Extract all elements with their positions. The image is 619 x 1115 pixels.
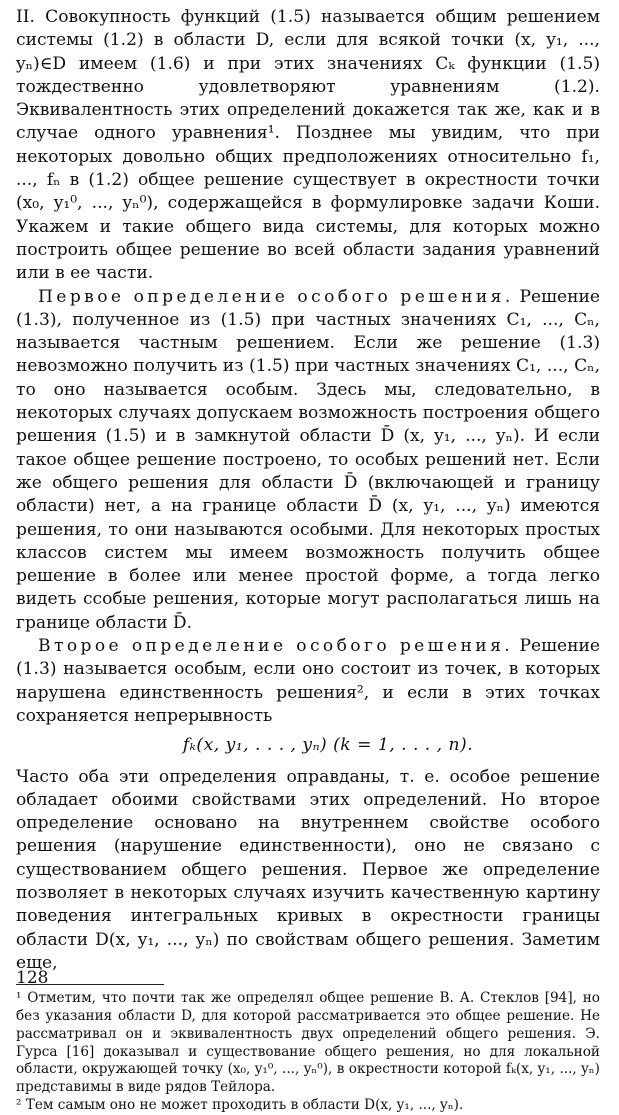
footnote-2: ² Тем самым оно не может проходить в области D(x, y₁, ..., yₙ).	[16, 1096, 464, 1113]
paragraph-comparison: Часто оба эти определения оправданы, т. е. особое решение обладает обоими свойствами этих определений. Но второе определение основано на внутреннем свойстве особого решения (нарушение единственности), оно не связано с существованием общего решения. Первое же определение позволяет в некоторых случаях изучить качественную картину поведения интегральных кривых в окрестности границы области D(x, y₁, ..., yₙ) по свойствам общего решения. Заметим еще,	[16, 766, 600, 973]
footnote-1: ¹ Отметим, что почти так же определял общее решение В. А. Стеклов [94], но без указания области D, для которой рассматривается это общее решение. Не рассматривал он и эквивалентность двух определений общего решения. Э. Гурса [16] доказывал и существование общего решения, но для локальной области, окружающей точку (x₀, y₁⁰, ..., yₙ⁰), в окрестности которой fₖ(x, y₁, ..., yₙ) представимы в виде рядов Тейлора.	[16, 990, 600, 1096]
heading-first-definition: Первое определение особого решения.	[38, 286, 514, 307]
heading-second-definition: Второе определение особого решения.	[38, 636, 514, 657]
footnotes	[16, 990, 600, 1115]
paragraph-first-definition	[16, 286, 600, 635]
page-body	[16, 6, 600, 1115]
page-number: 128	[16, 968, 49, 988]
paragraph-first-definition-text: Решение (1.3), полученное из (1.5) при частных значениях C₁, ..., Cₙ, называется частным решением. Если же решение (1.3) невозможно получить из (1.5) при частных значениях C₁, ..., Cₙ, то оно называется особым. Здесь мы, следовательно, в некоторых случаях допускаем возможность построения общего решения (1.5) и в замкнутой области D̄ (x, y₁, ..., yₙ). И если такое общее решение построено, то особых решений нет. Если же общего решения для области D̄ (включающей и границу области) нет, а на границе области D̄ (x, y₁, ..., yₙ) имеются решения, то они называются особыми. Для некоторых простых классов систем мы имеем возможность получить общее решение в более или менее простой форме, а тогда легко видеть ссобые решения, которые могут располагаться лишь на границе области D̄.	[16, 286, 600, 633]
paragraph-second-definition-text: Решение (1.3) называется особым, если оно состоит из точек, в которых нарушена единственность решения², и если в этих точках сохраняется непрерывность	[16, 636, 600, 726]
continuity-formula: fₖ(x, y₁, . . . , yₙ) (k = 1, . . . , n).	[182, 735, 474, 756]
paragraph-general-solution: II. Совокупность функций (1.5) называется общим решением системы (1.2) в области D, если для всякой точки (x, y₁, ..., yₙ)∈D имеем (1.6) и при этих значениях Cₖ функции (1.5) тождественно удовлетворяют уравнениям (1.2). Эквивалентность этих определений докажется так же, как и в случае одного уравнения¹. Позднее мы увидим, что при некоторых довольно общих предположениях относительно f₁, ..., fₙ в (1.2) общее решение существует в окрестности точки (x₀, y₁⁰, ..., yₙ⁰), содержащейся в формулировке задачи Коши. Укажем и такие общего вида системы, для которых можно построить общее решение во всей области задания уравнений или в ее части.	[16, 7, 600, 284]
paragraph-second-definition	[16, 635, 600, 728]
